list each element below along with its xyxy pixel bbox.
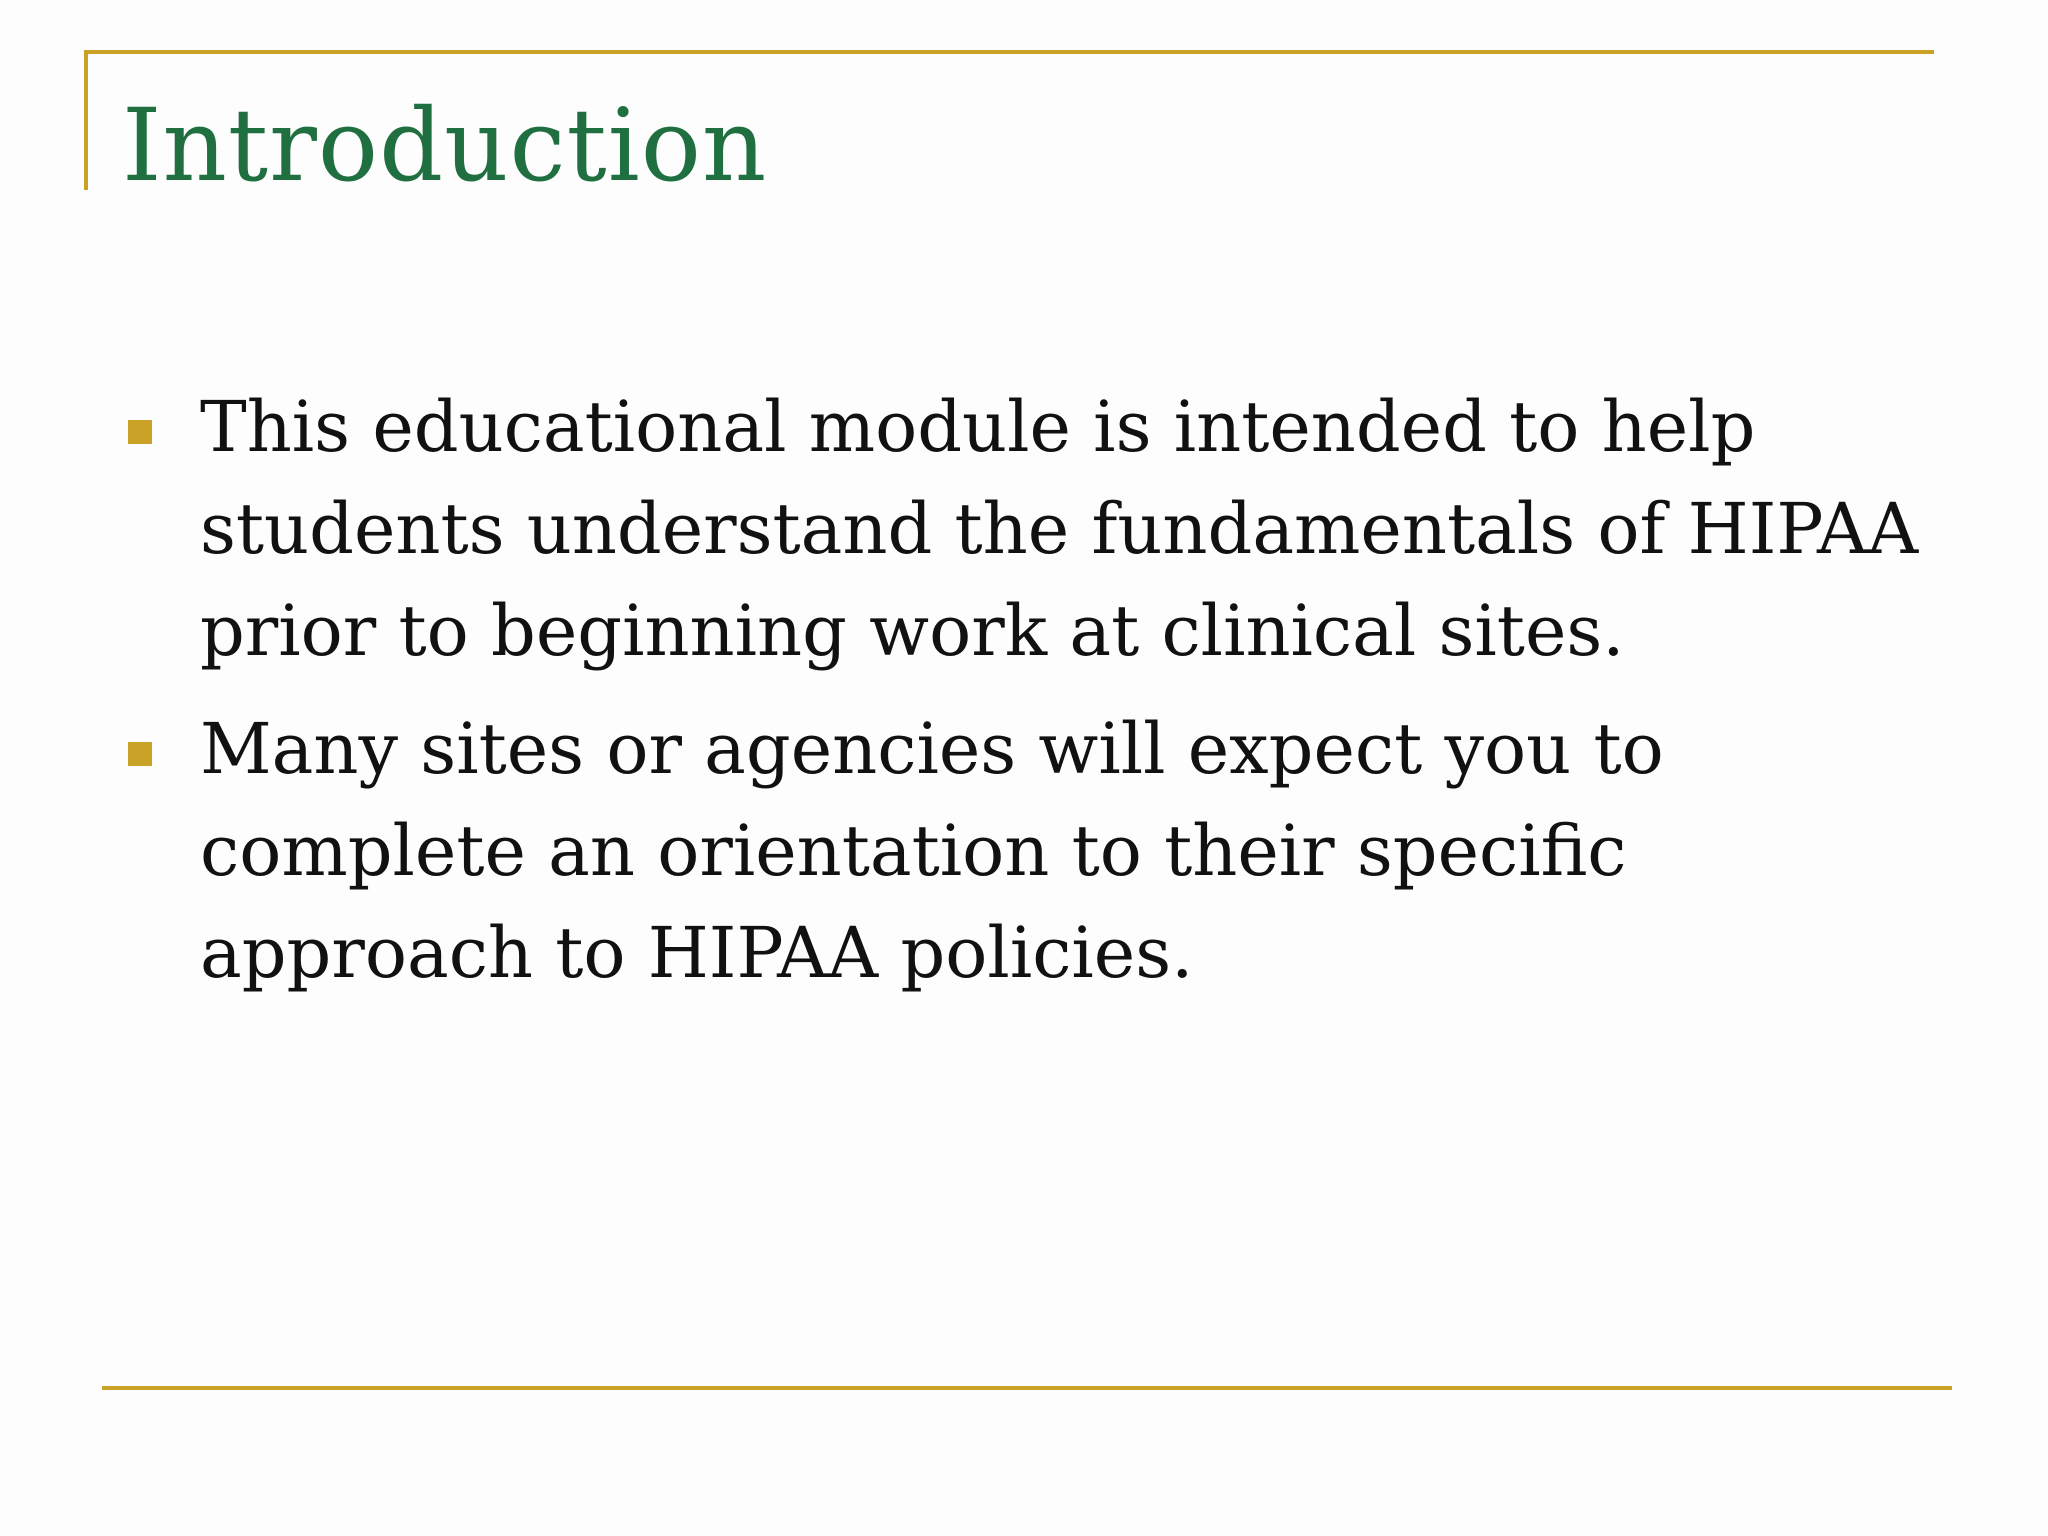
slide-title: Introduction xyxy=(122,87,768,204)
bullet-item xyxy=(120,376,1930,682)
bullet-item xyxy=(120,698,1930,1004)
square-bullet-icon xyxy=(128,420,152,444)
bullet-list xyxy=(120,376,1930,1020)
bullet-text: This educational module is intended to help students understand the fundamentals of HIPAA prior to beginning work at clinical sites. xyxy=(200,386,1919,672)
square-bullet-icon xyxy=(128,742,152,766)
top-rule-divider xyxy=(84,50,1934,54)
bullet-text: Many sites or agencies will expect you to complete an orientation to their specific approach to HIPAA policies. xyxy=(200,708,1664,994)
left-rule-divider xyxy=(84,50,88,190)
bottom-rule-divider xyxy=(102,1386,1952,1390)
